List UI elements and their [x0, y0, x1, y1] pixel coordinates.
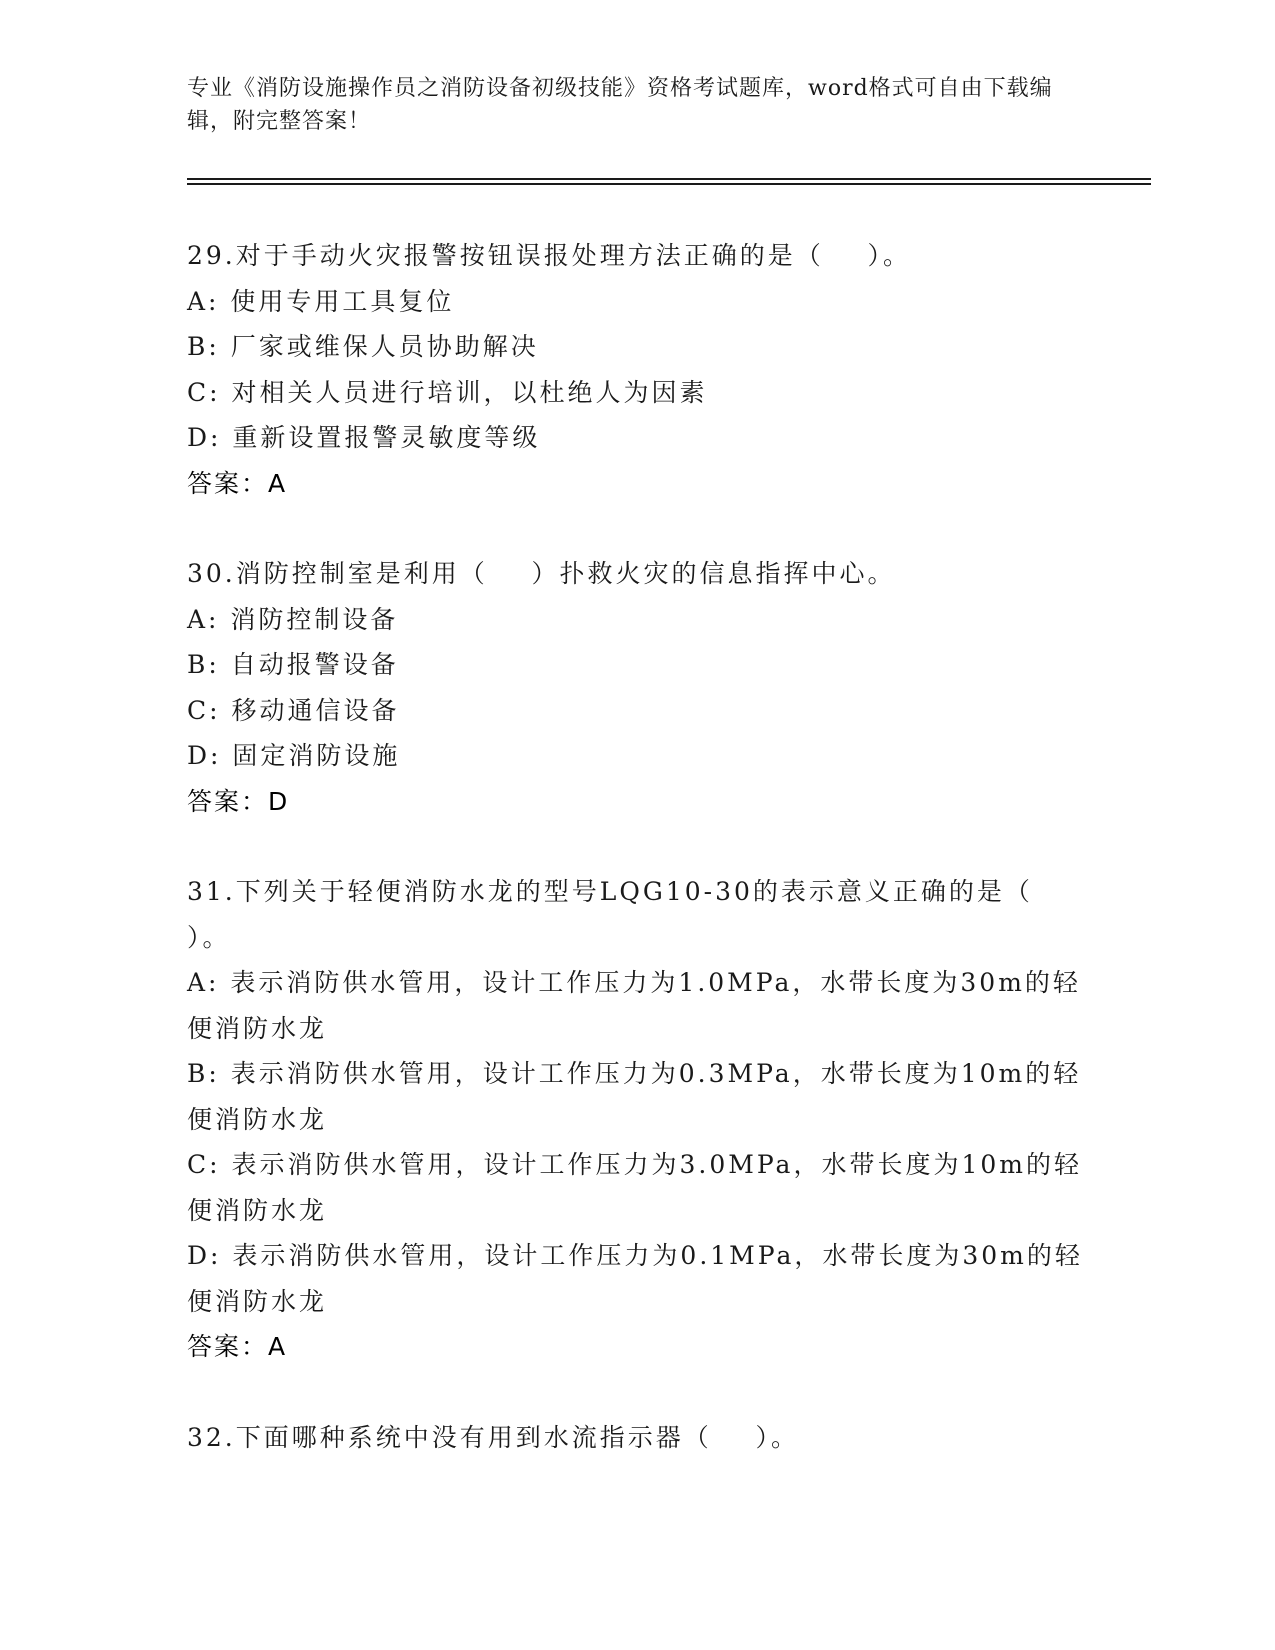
question-29 — [187, 233, 1087, 506]
answer: 答案：D — [187, 786, 290, 816]
option-a: A: 使用专用工具复位 — [187, 286, 455, 316]
header-divider-bottom — [187, 183, 1151, 185]
option-a: A: 表示消防供水管用，设计工作压力为1.0MPa，水带长度为30m的轻便消防水龙 — [187, 968, 1081, 1043]
option-b: B: 厂家或维保人员协助解决 — [187, 332, 539, 361]
option-c: C: 移动通信设备 — [187, 695, 400, 725]
option-b: B: 表示消防供水管用，设计工作压力为0.3MPa，水带长度为10m的轻便消防水龙 — [187, 1059, 1082, 1134]
question-stem: 30.消防控制室是利用（ ）扑救火灾的信息指挥中心。 — [187, 559, 896, 588]
header-divider-top — [187, 178, 1151, 180]
question-stem: 29.对于手动火灾报警按钮误报处理方法正确的是（ ）。 — [187, 241, 912, 270]
option-c: C: 对相关人员进行培训，以杜绝人为因素 — [187, 377, 708, 407]
option-d: D: 表示消防供水管用，设计工作压力为0.1MPa，水带长度为30m的轻便消防水龙 — [187, 1241, 1083, 1316]
option-d: D: 重新设置报警灵敏度等级 — [187, 423, 541, 452]
question-31 — [187, 869, 1087, 1370]
option-c: C: 表示消防供水管用，设计工作压力为3.0MPa，水带长度为10m的轻便消防水龙 — [187, 1150, 1082, 1225]
answer: 答案：A — [187, 468, 288, 498]
option-d: D: 固定消防设施 — [187, 741, 401, 770]
option-a: A: 消防控制设备 — [187, 604, 399, 634]
question-30 — [187, 551, 1087, 824]
question-32 — [187, 1415, 1087, 1461]
question-stem: 32.下面哪种系统中没有用到水流指示器（ ）。 — [187, 1423, 800, 1452]
question-stem: 31.下列关于轻便消防水龙的型号LQG10-30的表示意义正确的是（ ）。 — [187, 877, 1077, 952]
document-header: 专业《消防设施操作员之消防设备初级技能》资格考试题库，word格式可自由下载编辑，附完整答案！ — [187, 76, 1053, 134]
answer: 答案：A — [187, 1332, 288, 1361]
option-b: B: 自动报警设备 — [187, 650, 399, 679]
